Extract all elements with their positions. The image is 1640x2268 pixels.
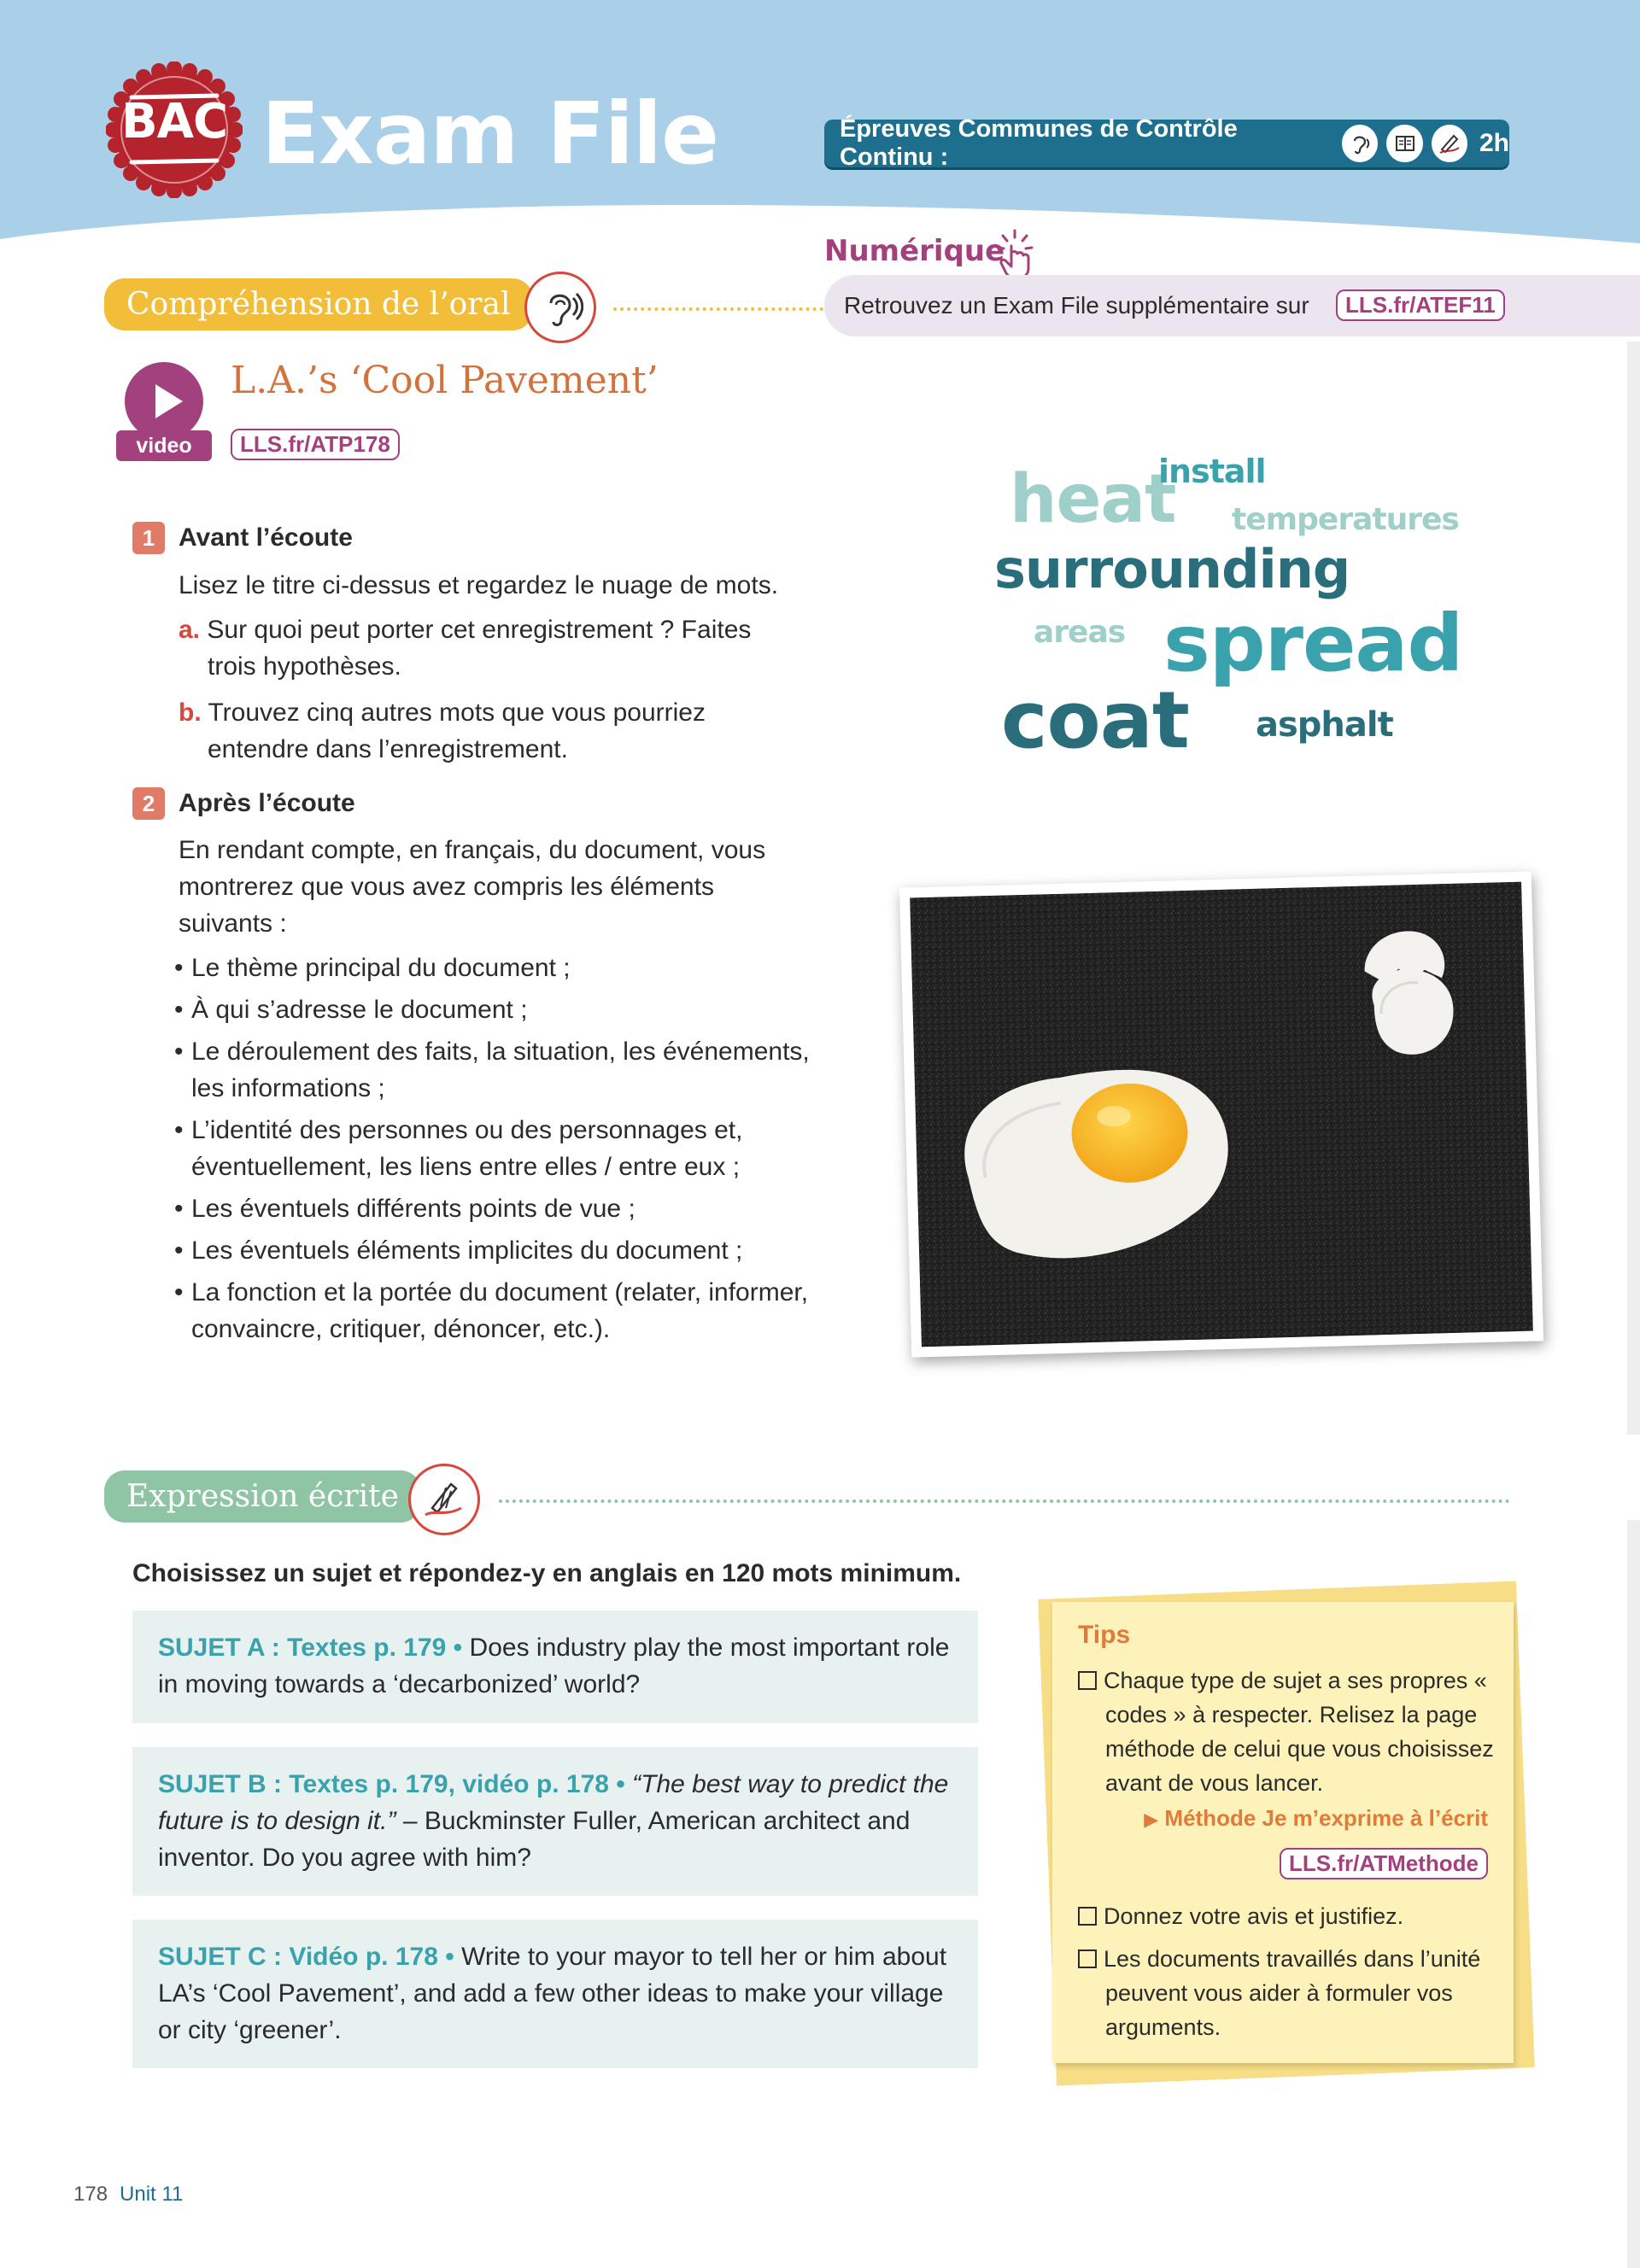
- numerique-link[interactable]: LLS.fr/ATEF11: [1336, 289, 1505, 321]
- page-edge-strip: [1627, 342, 1640, 1435]
- section-ecrite-label: Expression écrite: [104, 1470, 421, 1523]
- writing-hand-icon: [408, 1464, 480, 1535]
- exercise-1-title: Avant l’écoute: [179, 523, 353, 552]
- ear-icon: [524, 272, 596, 343]
- list-item: • Les éventuels différents points de vue ;: [171, 1190, 820, 1227]
- item-a-letter: a.: [179, 616, 201, 644]
- checkbox-icon: [1078, 1949, 1097, 1968]
- book-icon: [1386, 125, 1422, 162]
- egg-on-asphalt-photo: [899, 871, 1543, 1357]
- sujet-b-quote: “The best way to predict the future is to design it.”: [158, 1770, 949, 1835]
- sujet-b-label: SUJET B : Textes p. 179, vidéo p. 178 •: [158, 1770, 625, 1798]
- ecc-duration: 2h: [1479, 129, 1509, 157]
- play-icon: [125, 362, 203, 441]
- word-surrounding: surrounding: [994, 538, 1350, 600]
- sujet-c-box: [132, 1920, 978, 2068]
- tip-2: [1078, 1899, 1496, 1933]
- exercise-2-number: 2: [132, 787, 165, 820]
- sujet-a-box: [132, 1610, 978, 1723]
- page-title: Exam File: [261, 84, 718, 184]
- word-temperatures: temperatures: [1232, 502, 1459, 537]
- tips-title: Tips: [1078, 1621, 1131, 1649]
- tips-note: [1052, 1602, 1514, 2063]
- tip-2-text: Donnez votre avis et justifiez.: [1104, 1903, 1404, 1929]
- writing-instruction: Choisissez un sujet et répondez-y en anglais en 120 mots minimum.: [132, 1559, 962, 1587]
- unit-label: Unit 11: [120, 2183, 184, 2206]
- list-item: • Les éventuels éléments implicites du document ;: [171, 1232, 820, 1269]
- pointer-hand-icon: [989, 227, 1040, 282]
- item-b-line1: Trouvez cinq autres mots que vous pourriez: [208, 699, 706, 727]
- word-asphalt: asphalt: [1256, 705, 1393, 745]
- video-play-button[interactable]: [125, 362, 203, 441]
- page-number: 178: [73, 2183, 108, 2206]
- video-label: video: [116, 430, 212, 461]
- ecc-info-pill: [824, 115, 1509, 171]
- sujet-c-text: Write to your mayor to tell her or him about LA’s ‘Cool Pavement’, and add a few other ideas to make your village or city ‘greener’.: [158, 1943, 947, 2044]
- exercise-2-intro-2: montrerez que vous avez compris les éléments: [179, 873, 714, 901]
- exercise-1-intro: Lisez le titre ci-dessus et regardez le nuage de mots.: [179, 571, 779, 599]
- word-areas: areas: [1034, 615, 1126, 650]
- tip-1: [1078, 1663, 1496, 1800]
- tip-3: [1078, 1942, 1496, 2044]
- exercise-2-intro-3: suivants :: [179, 909, 287, 938]
- item-a-line1: Sur quoi peut porter cet enregistrement ? Faites: [207, 616, 752, 644]
- exercise-1-item-b: [179, 694, 706, 731]
- list-item: • L’identité des personnes ou des personnages et, éventuellement, les liens entre elles / entre eux ;: [171, 1112, 820, 1185]
- word-install: install: [1158, 453, 1266, 490]
- list-item: • Le déroulement des faits, la situation, les événements, les informations ;: [171, 1033, 820, 1107]
- exercise-2-intro-1: En rendant compte, en français, du document, vous: [179, 836, 766, 864]
- triangle-right-icon: ▶: [1144, 1809, 1159, 1830]
- item-b-line2: entendre dans l’enregistrement.: [208, 735, 568, 763]
- pen-icon: [1432, 125, 1467, 162]
- numerique-label: Numérique: [824, 234, 1005, 268]
- exercise-1-item-a: [179, 611, 751, 648]
- list-item: • À qui s’adresse le document ;: [171, 991, 820, 1028]
- methode-reference: [1144, 1805, 1488, 1832]
- checkbox-icon: [1078, 1907, 1097, 1926]
- section-ecrite-divider: [499, 1499, 1510, 1503]
- exercise-2-title: Après l’écoute: [179, 789, 355, 817]
- photo-image: [910, 882, 1533, 1347]
- sujet-b-text: – Buckminster Fuller, American architect and inventor. Do you agree with him?: [158, 1807, 911, 1872]
- sujet-b-box: [132, 1747, 978, 1896]
- fried-egg-illustration: [910, 882, 1533, 1347]
- sujet-c-label: SUJET C : Vidéo p. 178 •: [158, 1943, 454, 1971]
- ecc-label: Épreuves Communes de Contrôle Continu :: [840, 115, 1238, 171]
- methode-text: Méthode Je m’exprime à l’écrit: [1164, 1805, 1488, 1831]
- section-oral-label: Compréhension de l’oral: [104, 278, 533, 330]
- sujet-a-label: SUJET A : Textes p. 179 •: [158, 1634, 463, 1662]
- numerique-text: Retrouvez un Exam File supplémentaire sur: [844, 292, 1309, 319]
- exercise-2-bullet-list: [171, 950, 820, 1353]
- bac-badge-label: BAC: [120, 94, 228, 149]
- checkbox-icon: [1078, 1671, 1097, 1690]
- video-link[interactable]: LLS.fr/ATP178: [231, 429, 400, 460]
- video-title: L.A.’s ‘Cool Pavement’: [231, 359, 659, 402]
- section-oral-divider: [613, 307, 823, 311]
- methode-link[interactable]: LLS.fr/ATMethode: [1280, 1848, 1488, 1879]
- word-spread: spread: [1163, 598, 1463, 689]
- item-b-letter: b.: [179, 699, 202, 727]
- list-item: • La fonction et la portée du document (relater, informer, convaincre, critiquer, dénoncer, etc.).: [171, 1274, 820, 1347]
- list-item: • Le thème principal du document ;: [171, 950, 820, 986]
- exercise-1-number: 1: [132, 522, 165, 554]
- item-a-line2: trois hypothèses.: [208, 652, 401, 681]
- word-coat: coat: [1001, 675, 1189, 766]
- tip-1-text: Chaque type de sujet a ses propres « codes » à respecter. Relisez la page méthode de celui que vous choisissez avant de vous lancer.: [1104, 1668, 1494, 1796]
- ear-icon: [1342, 125, 1378, 162]
- word-heat: heat: [1010, 461, 1176, 538]
- page-footer: [73, 2183, 183, 2207]
- page-edge-strip: [1627, 1520, 1640, 2268]
- tip-3-text: Les documents travaillés dans l’unité peuvent vous aider à formuler vos arguments.: [1104, 1946, 1481, 2040]
- sujet-a-text: Does industry play the most important role in moving towards a ‘decarbonized’ world?: [158, 1634, 950, 1698]
